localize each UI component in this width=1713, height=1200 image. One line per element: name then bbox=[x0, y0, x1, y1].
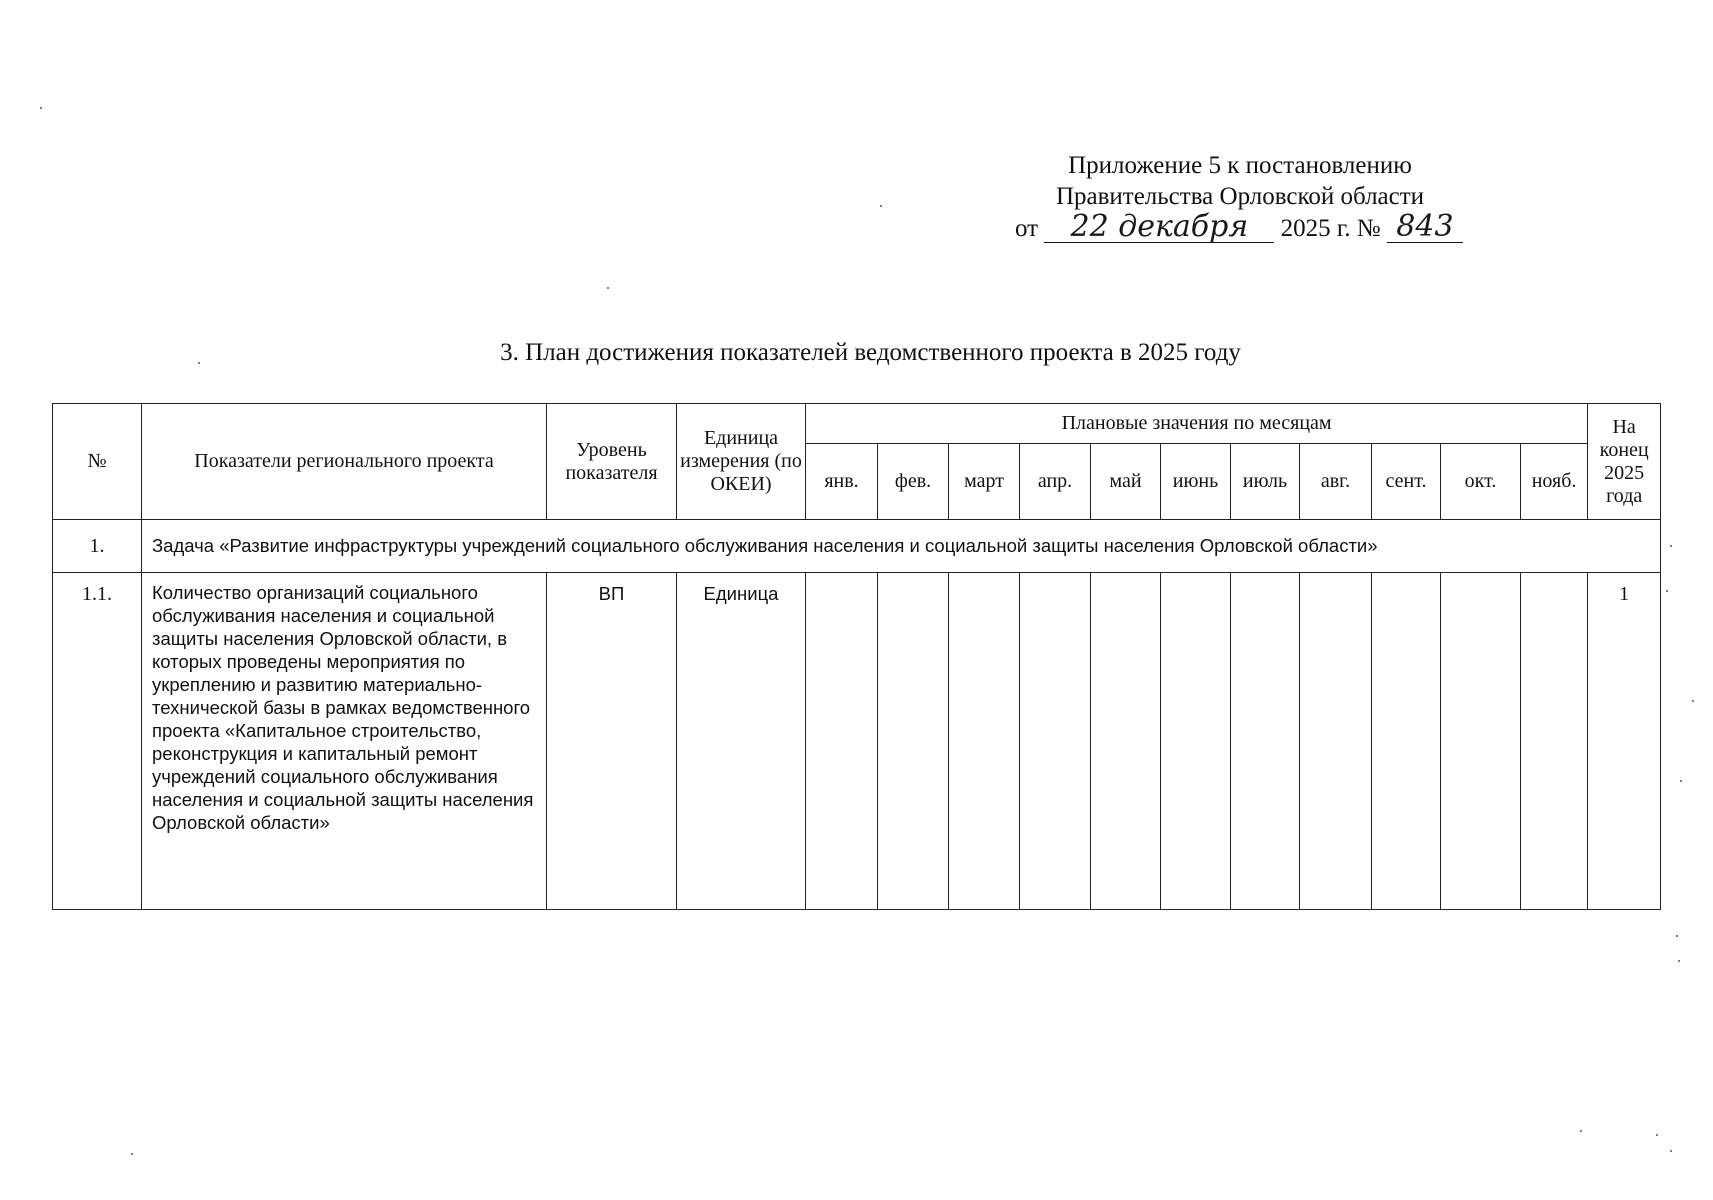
scan-speck bbox=[40, 107, 42, 109]
month-header: май bbox=[1091, 444, 1161, 520]
month-header: апр. bbox=[1020, 444, 1091, 520]
date-prefix: от bbox=[1015, 215, 1039, 242]
row-month-value bbox=[878, 573, 949, 910]
row-month-value bbox=[1231, 573, 1300, 910]
year-text: 2025 г. № bbox=[1280, 215, 1381, 242]
header-monthly-group: Плановые значения по месяцам bbox=[806, 404, 1588, 444]
appendix-header bbox=[1010, 150, 1470, 244]
scan-speck bbox=[198, 362, 200, 364]
month-header: авг. bbox=[1300, 444, 1372, 520]
row-indicator: Количество организаций социального обслуживания населения и социальной защиты населения Орловской области, в которых проведены мероприятия по укреплению и развитию материально-технической базы в рамках ведомственного проекта «Капитальное строительство, реконструкция и капитальный ремонт учреждений социального обслуживания населения и социальной защиты населения Орловской области» bbox=[142, 573, 547, 910]
plan-table bbox=[52, 403, 1661, 910]
document-title: 3. План достижения показателей ведомственного проекта в 2025 году bbox=[500, 339, 1241, 366]
scan-speck bbox=[1676, 935, 1678, 937]
row-month-value bbox=[1161, 573, 1231, 910]
header-level: Уровень показателя bbox=[547, 404, 677, 520]
appendix-line-3 bbox=[1010, 209, 1470, 244]
header-row-1 bbox=[53, 404, 1661, 444]
month-header: фев. bbox=[878, 444, 949, 520]
scan-speck bbox=[607, 287, 609, 289]
row-month-value bbox=[1020, 573, 1091, 910]
row-month-value bbox=[806, 573, 878, 910]
scan-speck bbox=[1670, 1150, 1672, 1152]
scan-speck bbox=[1670, 545, 1672, 547]
month-header: янв. bbox=[806, 444, 878, 520]
month-header: март bbox=[949, 444, 1020, 520]
scan-speck bbox=[131, 1153, 133, 1155]
header-number: № bbox=[53, 404, 142, 520]
row-year-end: 1 bbox=[1588, 573, 1661, 910]
task-text: Задача «Развитие инфраструктуры учреждений социального обслуживания населения и социальной защиты населения Орловской области» bbox=[142, 520, 1661, 573]
scan-speck bbox=[1680, 780, 1682, 782]
month-header: июнь bbox=[1161, 444, 1231, 520]
row-number: 1.1. bbox=[53, 573, 142, 910]
handwritten-number: 843 bbox=[1387, 212, 1463, 243]
appendix-line-1: Приложение 5 к постановлению bbox=[1068, 152, 1412, 179]
row-month-value bbox=[1091, 573, 1161, 910]
row-month-value bbox=[1521, 573, 1588, 910]
header-unit: Единица измерения (по ОКЕИ) bbox=[677, 404, 806, 520]
header-year-end: На конец 2025 года bbox=[1588, 404, 1661, 520]
month-header: июль bbox=[1231, 444, 1300, 520]
handwritten-date: 22 декабря bbox=[1044, 212, 1274, 243]
row-month-value bbox=[1372, 573, 1441, 910]
scan-speck bbox=[1656, 1134, 1658, 1136]
scan-speck bbox=[1666, 590, 1668, 592]
month-header: нояб. bbox=[1521, 444, 1588, 520]
month-header: окт. bbox=[1441, 444, 1521, 520]
table-row bbox=[53, 573, 1661, 910]
row-month-value bbox=[1300, 573, 1372, 910]
scan-speck bbox=[880, 205, 882, 207]
scan-speck bbox=[1692, 700, 1694, 702]
scan-speck bbox=[1678, 960, 1680, 962]
row-unit: Единица bbox=[677, 573, 806, 910]
task-row bbox=[53, 520, 1661, 573]
month-header: сент. bbox=[1372, 444, 1441, 520]
task-number: 1. bbox=[53, 520, 142, 573]
row-month-value bbox=[1441, 573, 1521, 910]
row-month-value bbox=[949, 573, 1020, 910]
header-indicators: Показатели регионального проекта bbox=[142, 404, 547, 520]
scan-speck bbox=[1580, 1130, 1582, 1132]
appendix-line-2: Правительства Орловской области bbox=[1055, 183, 1425, 210]
row-level: ВП bbox=[547, 573, 677, 910]
